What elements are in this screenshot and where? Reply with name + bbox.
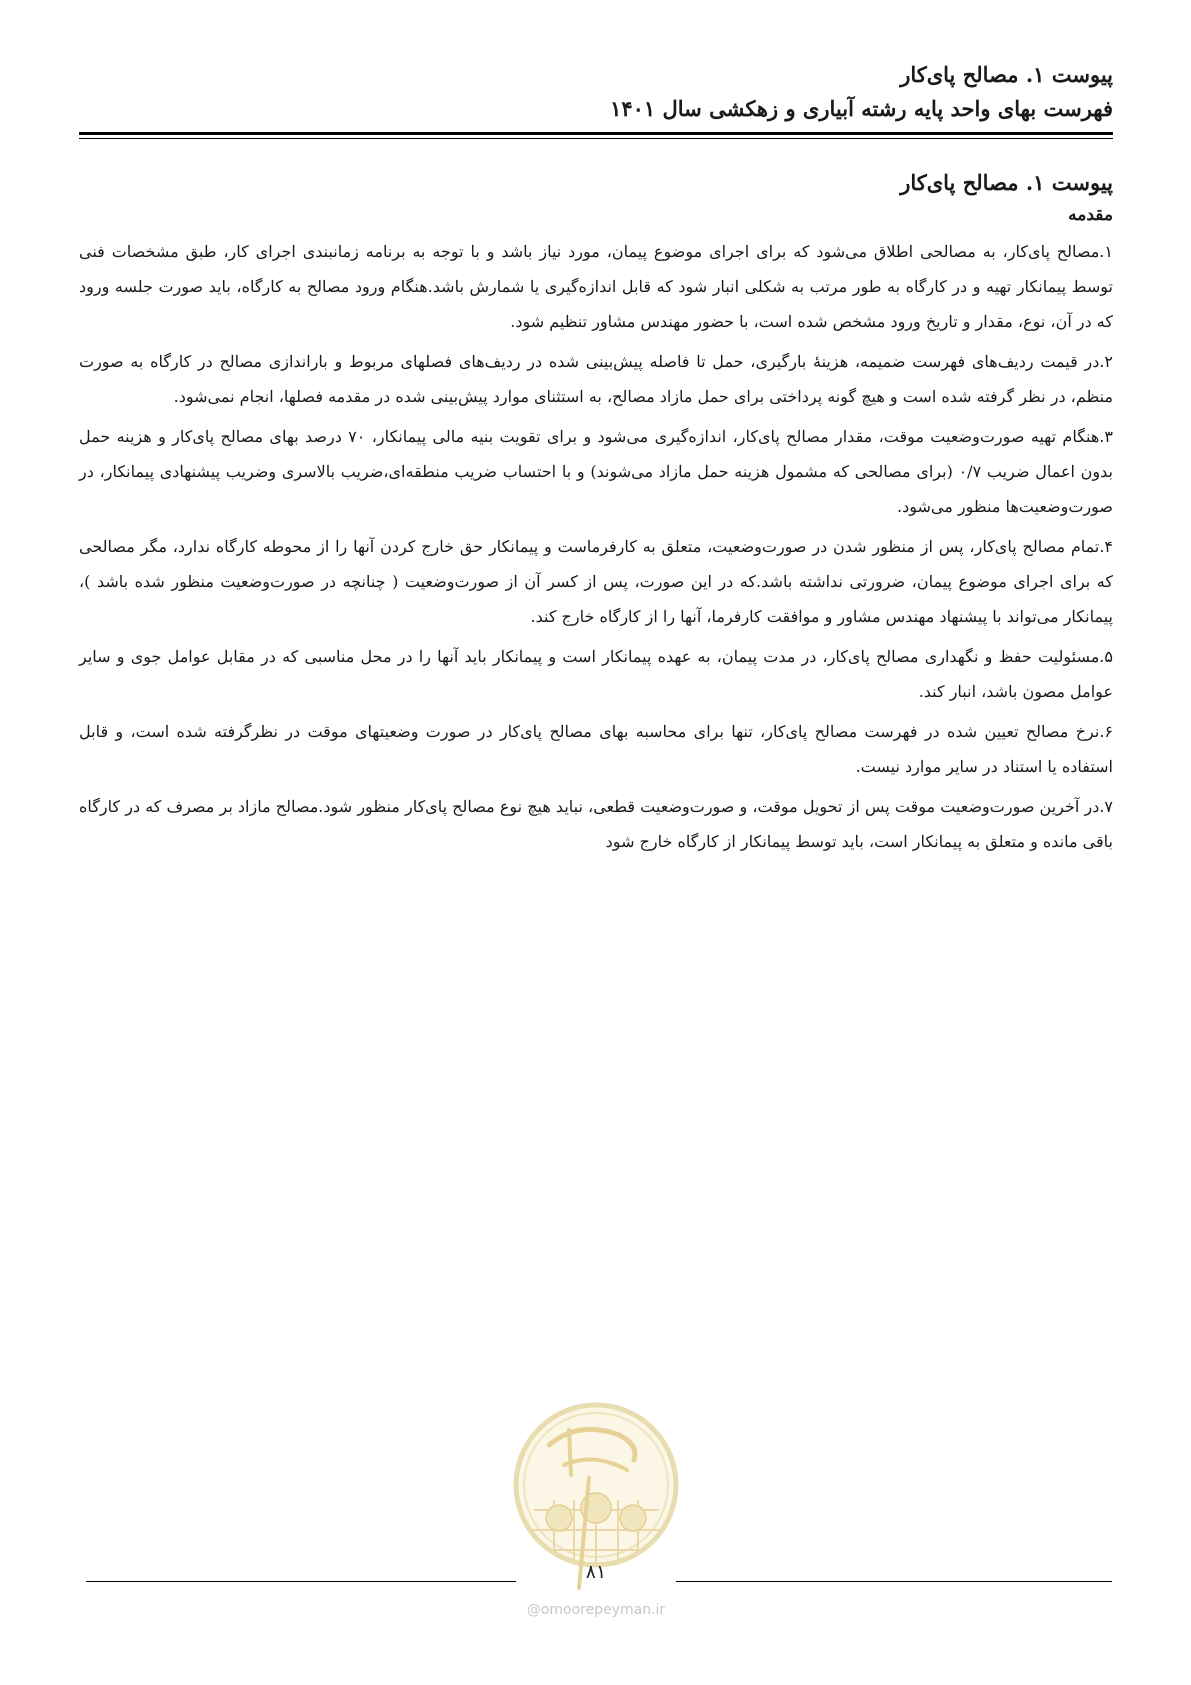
paragraph-6: ۶.نرخ مصالح تعیین شده در فهرست مصالح پای‌کار، تنها برای محاسبه بهای مصالح پای‌کار در صورت وضعیتهای موقت در نظرگرفته شده است، و قابل استفاده یا استناد در سایر موارد نیست. [79, 722, 1114, 776]
subsection-title: مقدمه [1068, 205, 1113, 225]
header-book-title: فهرست بهای واحد پایه رشته آبیاری و زهکشی سال ۱۴۰۱ [610, 96, 1113, 121]
paragraph-1: ۱.مصالح پای‌کار، به مصالحی اطلاق می‌شود که برای اجرای موضوع پیمان، مورد نیاز باشد و با توجه به برنامه زمانبندی اجرای کار، طبق مشخصات فنی توسط پیمانکار تهیه و در کارگاه به طور مرتب به شکلی انبار شود که قابل اندازه‌گیری یا شمارش باشد.هنگام ورود مصالح به کارگاه، باید صورت جلسه ورود که در آن، نوع، مقدار و تاریخ ورود مشخص شده است، با حضور مهندس مشاور تنظیم شود. [79, 242, 1113, 331]
section-title: پیوست ۱. مصالح پای‌کار [900, 170, 1113, 195]
page-number: ۸۱ [585, 1561, 607, 1583]
site-credit: @omoorepeyman.ir [526, 1602, 666, 1618]
running-header [79, 58, 1113, 126]
paragraph-7: ۷.در آخرین صورت‌وضعیت موقت پس از تحویل موقت، و صورت‌وضعیت قطعی، نباید هیچ نوع مصالح پای‌کار منظور شود.مصالح مازاد بر مصرف که در کارگاه باقی مانده و متعلق به پیمانکار است، باید توسط پیمانکار از کارگاه خارج شود [79, 797, 1114, 851]
paragraph-3: ۳.هنگام تهیه صورت‌وضعیت موقت، مقدار مصالح پای‌کار، اندازه‌گیری می‌شود و برای تقویت بنیه مالی پیمانکار، ۷۰ درصد بهای مصالح پای‌کار و هزینه حمل بدون اعمال ضریب ۰/۷ (برای مصالحی که مشمول هزینه حمل مازاد می‌شوند) و با احتساب ضریب منطقه‌ای،ضریب بالاسری وضریب پیشنهادی پیمانکار، در صورت‌وضعیت‌ها منظور می‌شود. [79, 427, 1114, 516]
header-rule-thin [79, 138, 1113, 139]
header-appendix-title: پیوست ۱. مصالح پای‌کار [900, 62, 1113, 87]
header-rule-thick [79, 132, 1113, 135]
paragraph-2: ۲.در قیمت ردیف‌های فهرست ضمیمه، هزینهٔ بارگیری، حمل تا فاصله پیش‌بینی شده در ردیف‌های فصلهای مربوط و باراندازی مصالح در کارگاه به صورت منظم، در نظر گرفته شده است و هیچ گونه پرداختی برای حمل مازاد مصالح، به استثنای موارد پیش‌بینی شده در مقدمه فصلها، انجام نمی‌شود. [79, 352, 1113, 406]
main-content [79, 166, 1113, 864]
paragraph-5: ۵.مسئولیت حفظ و نگهداری مصالح پای‌کار، در مدت پیمان، به عهده پیمانکار است و پیمانکار باید آنها را در محل مناسبی که در مقابل عوامل جوی و سایر عوامل مصون باشد، انبار کند. [79, 647, 1113, 701]
footer-rule-right [676, 1581, 1112, 1582]
footer-rule-left [86, 1581, 516, 1582]
paragraph-4: ۴.تمام مصالح پای‌کار، پس از منظور شدن در صورت‌وضعیت، متعلق به کارفرماست و پیمانکار حق خارج کردن آنها را از محوطه کارگاه ندارد، مگر مصالحی که برای اجرای موضوع پیمان، ضرورتی نداشته باشد.که در این صورت، پس از کسر آن از صورت‌وضعیت ( چنانچه در صورت‌وضعیت منظور شده باشد )، پیمانکار می‌تواند با پیشنهاد مهندس مشاور و موافقت کارفرما، آنها را از کارگاه خارج کند. [79, 537, 1113, 626]
